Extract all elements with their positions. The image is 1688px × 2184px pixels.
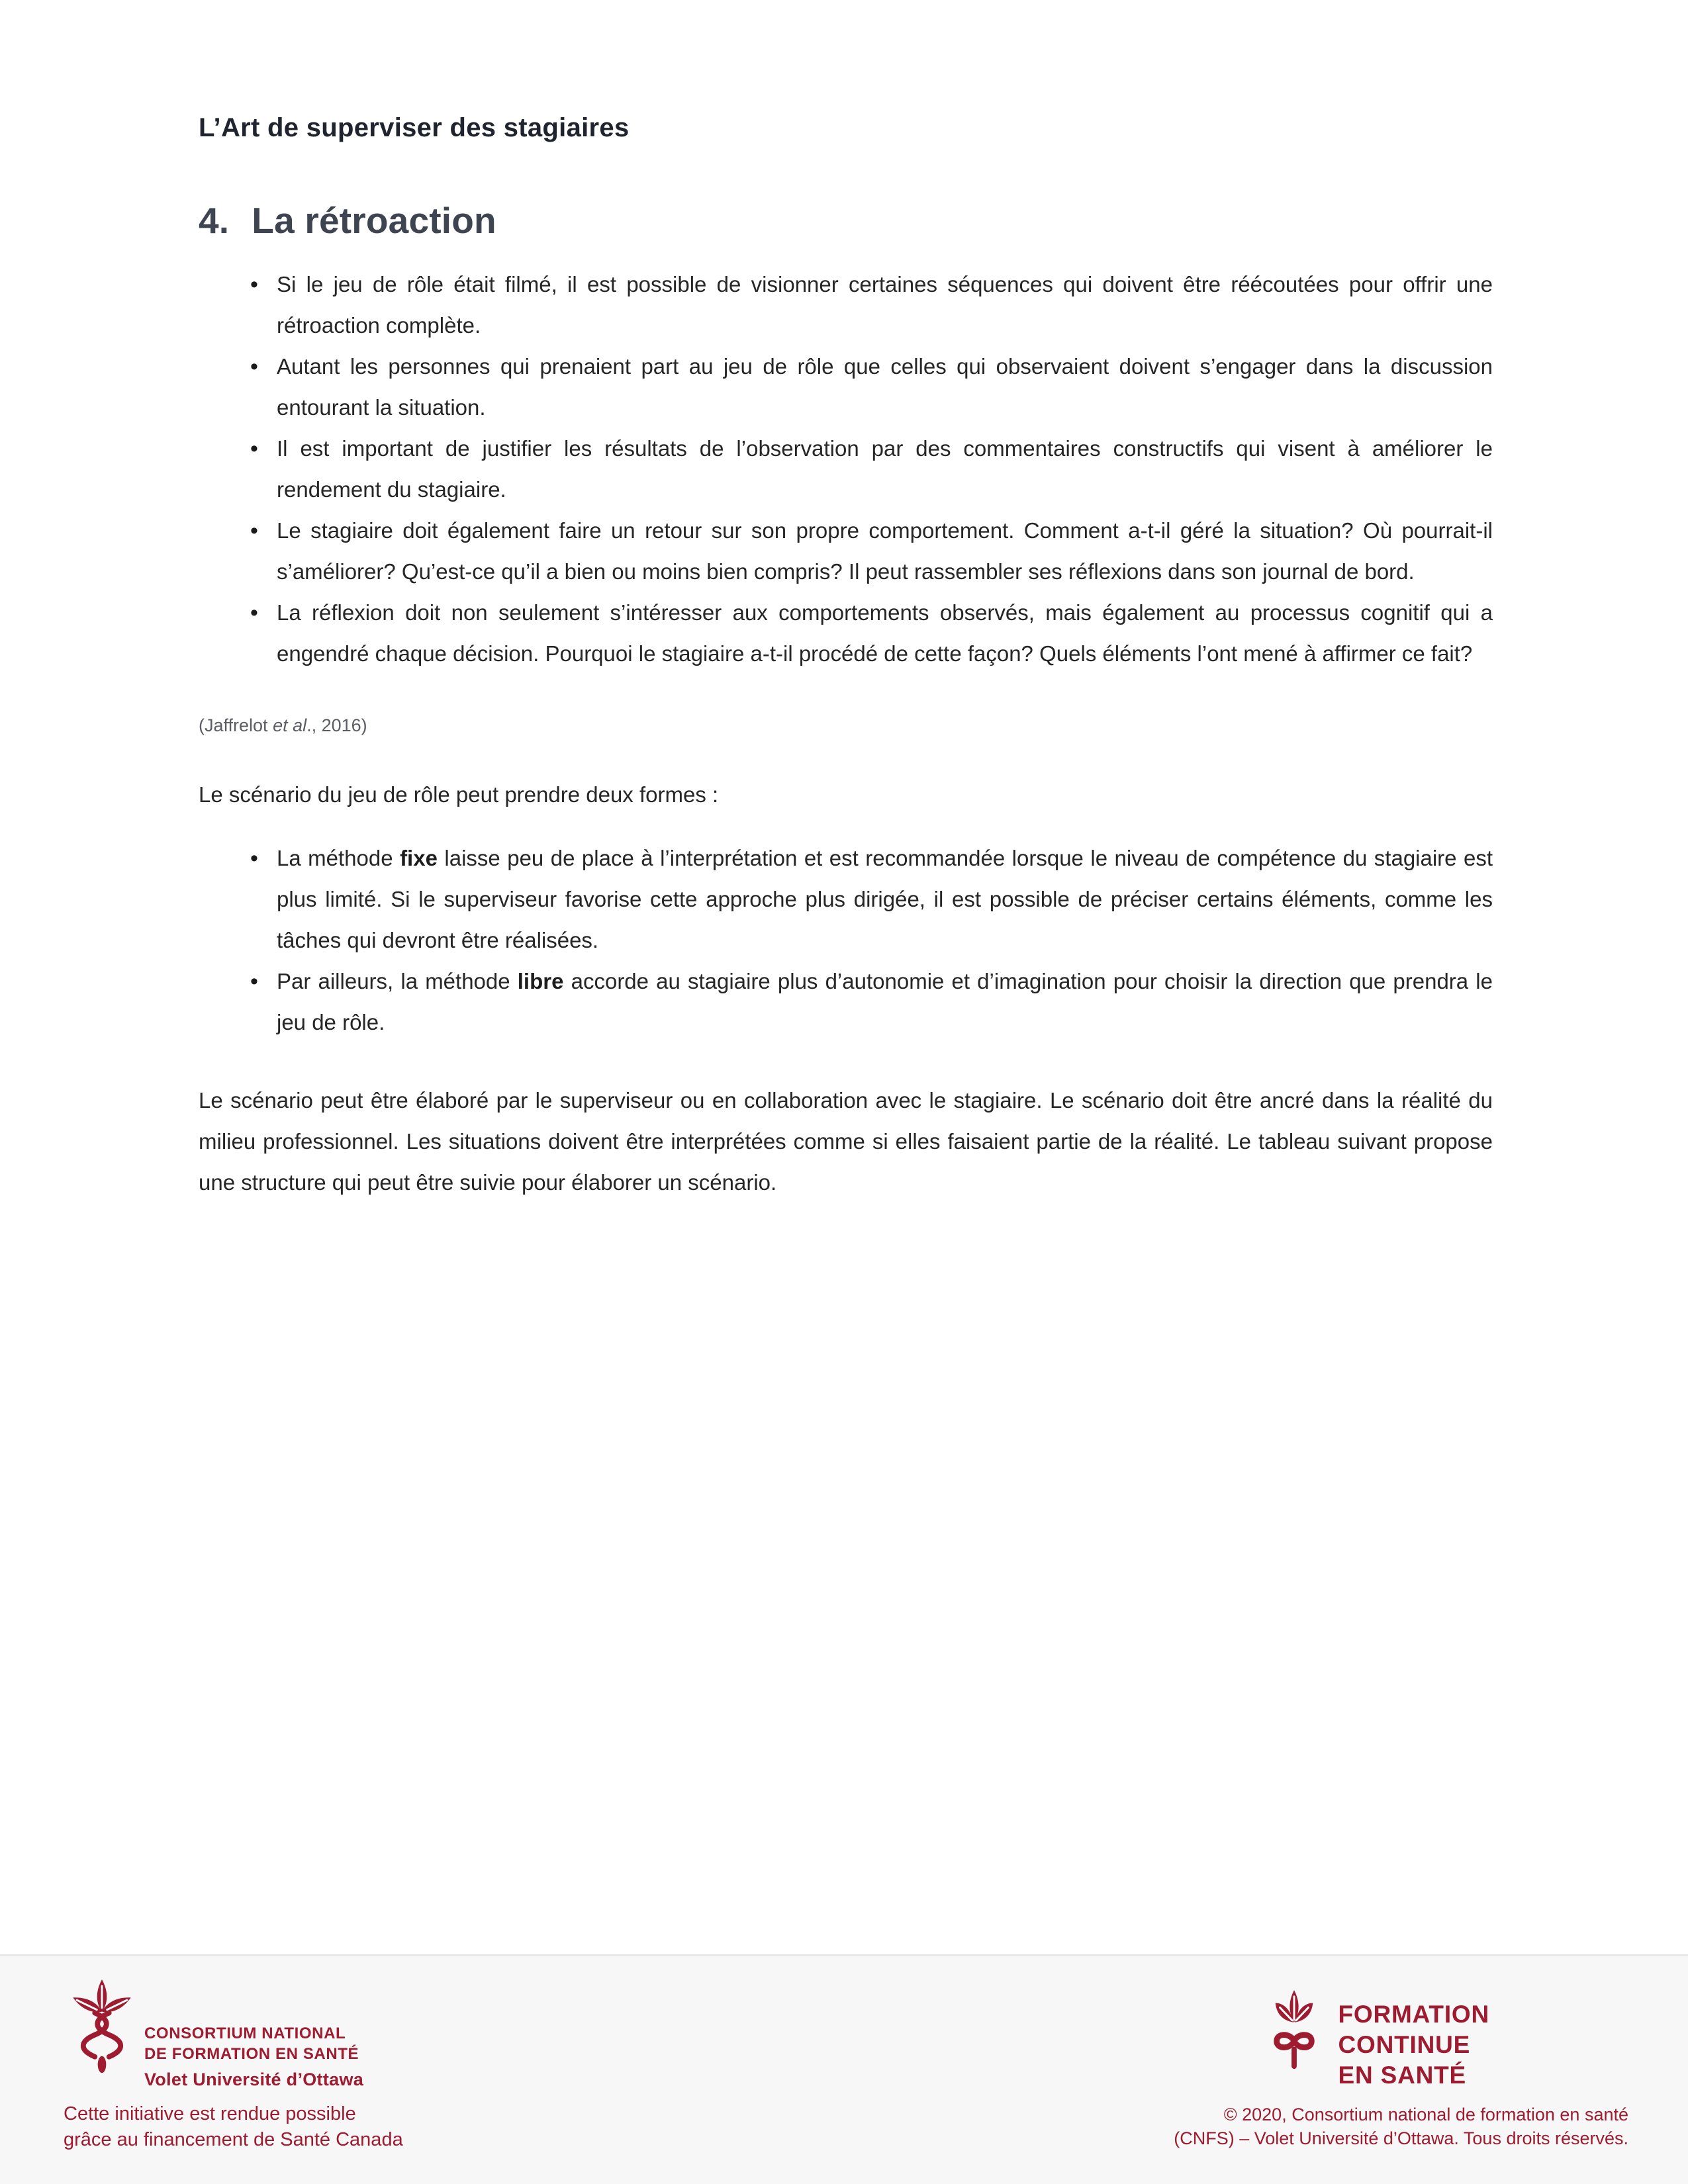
- fcs-wordmark: [1338, 1990, 1489, 2091]
- scenario-methods-list: [199, 838, 1493, 1043]
- fcs-wordmark-line2: CONTINUE: [1338, 2031, 1471, 2058]
- method-libre-post: accorde au stagiaire plus d’autonomie et d’imagination pour choisir la direction que prendra le jeu de rôle.: [277, 969, 1493, 1035]
- method-libre-pre: Par ailleurs, la méthode: [277, 969, 518, 994]
- section-number: 4.: [199, 200, 230, 241]
- feedback-bullet-list: [199, 264, 1493, 674]
- list-item: • La réflexion doit non seulement s’intéresser aux comportements observés, mais également au processus cognitif qui a engendré chaque décision. Pourquoi le stagiaire a-t-il procédé de cette façon? Quels éléments l’ont mené à affirmer ce fait?: [199, 592, 1493, 674]
- cnfs-name-line1: CONSORTIUM NATIONAL: [144, 2025, 346, 2042]
- list-item: • Il est important de justifier les résultats de l’observation par des commentaires constructifs qui visent à améliorer le rendement du stagiaire.: [199, 428, 1493, 510]
- document-title: L’Art de superviser des stagiaires: [199, 113, 630, 142]
- fcs-wordmark-line1: FORMATION: [1338, 2001, 1489, 2028]
- copyright-notice: [1174, 2103, 1628, 2150]
- closing-paragraph: Le scénario peut être élaboré par le superviseur ou en collaboration avec le stagiaire. Le scénario doit être ancré dans la réalité du milieu professionnel. Les situations doivent être interprétées comme si elles faisaient partie de la réalité. Le tableau suivant propose une structure qui peut être suivie pour élaborer un scénario.: [199, 1088, 1493, 1195]
- citation-prefix: (Jaffrelot: [199, 715, 273, 736]
- list-item: [199, 838, 1493, 961]
- funding-note-line2: grâce au financement de Santé Canada: [64, 2129, 403, 2150]
- citation: [199, 714, 1493, 737]
- funding-note: [64, 2101, 403, 2153]
- cnfs-wordmark: [144, 2023, 359, 2064]
- page-footer: [0, 1954, 1688, 2184]
- copyright-line1: © 2020, Consortium national de formation en santé: [1223, 2105, 1628, 2124]
- fcs-wordmark-line3: EN SANTÉ: [1338, 2062, 1466, 2089]
- page-content: [199, 0, 1493, 1203]
- list-item: • Autant les personnes qui prenaient part au jeu de rôle que celles qui observaient doivent s’engager dans la discussion entourant la situation.: [199, 346, 1493, 428]
- fcs-leaf-infinity-logo-icon: [1267, 1990, 1321, 2071]
- list-item: [199, 961, 1493, 1043]
- fcs-logo-block: [1267, 1990, 1489, 2091]
- cnfs-caduceus-logo-icon: [66, 1978, 138, 2078]
- cnfs-volet-label: Volet Université d’Ottawa: [144, 2070, 364, 2089]
- citation-et-al: et al: [273, 715, 307, 736]
- funding-note-line1: Cette initiative est rendue possible: [64, 2103, 356, 2124]
- section-title: La rétroaction: [252, 200, 496, 241]
- section-heading: [199, 200, 1493, 242]
- cnfs-name-line2: DE FORMATION EN SANTÉ: [144, 2045, 359, 2063]
- copyright-line2: (CNFS) – Volet Université d’Ottawa. Tous droits réservés.: [1174, 2128, 1628, 2148]
- method-term-fixe: fixe: [400, 846, 438, 871]
- method-fixe-pre: La méthode: [277, 846, 400, 871]
- list-item: • Si le jeu de rôle était filmé, il est possible de visionner certaines séquences qui doivent être réécoutées pour offrir une rétroaction complète.: [199, 264, 1493, 346]
- intro-paragraph: Le scénario du jeu de rôle peut prendre deux formes :: [199, 782, 719, 807]
- citation-suffix: ., 2016): [306, 715, 367, 736]
- method-term-libre: libre: [517, 969, 564, 994]
- list-item: • Le stagiaire doit également faire un retour sur son propre comportement. Comment a-t-il géré la situation? Où pourrait-il s’améliorer? Qu’est-ce qu’il a bien ou moins bien compris? Il peut rassembler ses réflexions dans son journal de bord.: [199, 510, 1493, 592]
- method-fixe-post: laisse peu de place à l’interprétation et est recommandée lorsque le niveau de compétence du stagiaire est plus limité. Si le superviseur favorise cette approche plus dirigée, il est possible de préciser certains éléments, comme les tâches qui devront être réalisées.: [277, 846, 1493, 953]
